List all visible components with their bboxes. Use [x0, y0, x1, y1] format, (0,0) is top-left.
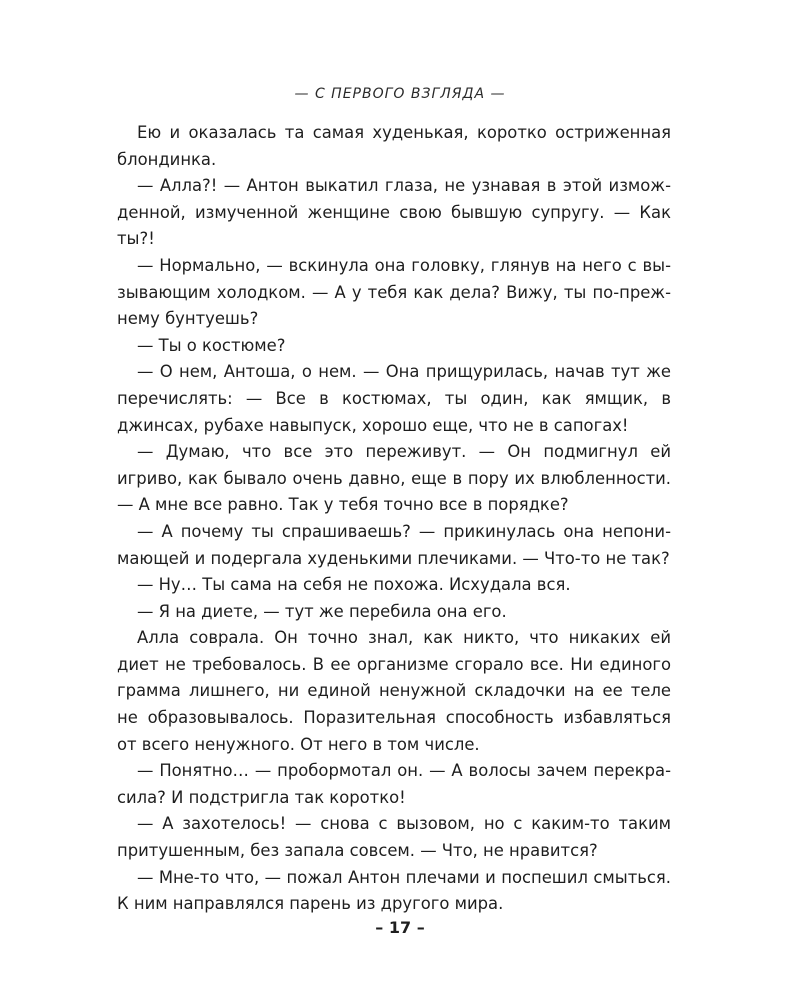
paragraph: — Мне-то что, — пожал Антон плечами и поспешил смыться. К ним направлялся парень из другого мира.	[117, 867, 671, 914]
paragraph: — Ну… Ты сама на себя не похожа. Исхудала вся.	[137, 575, 571, 595]
paragraph: Алла соврала. Он точно знал, как никто, что никаких ей диет не требовалось. В ее организме сгорало все. Ни единого грамма лишнего, ни единой ненужной складочки на ее теле не образовывалось. Поразительная способность избавляться от всего ненужного. От него в том числе.	[117, 628, 671, 754]
paragraph: — Я на диете, — тут же перебила она его.	[137, 601, 507, 621]
paragraph: Ею и оказалась та самая худенькая, коротко остриженная блондинка.	[117, 123, 671, 169]
body-text	[117, 120, 671, 918]
paragraph: — А почему ты спрашиваешь? — прикинулась она непонимающей и подергала худенькими плечиками. — Что-то не так?	[117, 521, 671, 568]
paragraph: — А захотелось! — снова с вызовом, но с каким-то таким притушенным, без запала совсем. — Что, не нравится?	[117, 814, 671, 861]
paragraph: — Понятно… — пробормотал он. — А волосы зачем перекрасила? И подстригла так коротко!	[117, 761, 671, 807]
running-header: — С ПЕРВОГО ВЗГЛЯДА —	[294, 86, 506, 102]
paragraph: — О нем, Антоша, о нем. — Она прищурилась, начав тут же перечислять: — Все в костюмах, ты один, как ямщик, в джинсах, рубахе навыпуск, хорошо еще, что не в сапогах!	[117, 362, 671, 435]
paragraph: — Алла?! — Антон выкатил глаза, не узнавая в этой изможденной, измученной женщине свою бывшую супругу. — Как ты?!	[117, 176, 671, 249]
paragraph: — Думаю, что все это переживут. — Он подмигнул ей игриво, как бывало очень давно, еще в пору их влюбленности. — А мне все равно. Так у тебя точно все в порядке?	[117, 442, 671, 515]
paragraph: — Нормально, — вскинула она головку, глянув на него с вызывающим холодком. — А у тебя как дела? Вижу, ты по-прежнему бунтуешь?	[117, 255, 671, 329]
page-number: – 17 –	[375, 918, 425, 937]
paragraph: — Ты о костюме?	[137, 335, 286, 355]
